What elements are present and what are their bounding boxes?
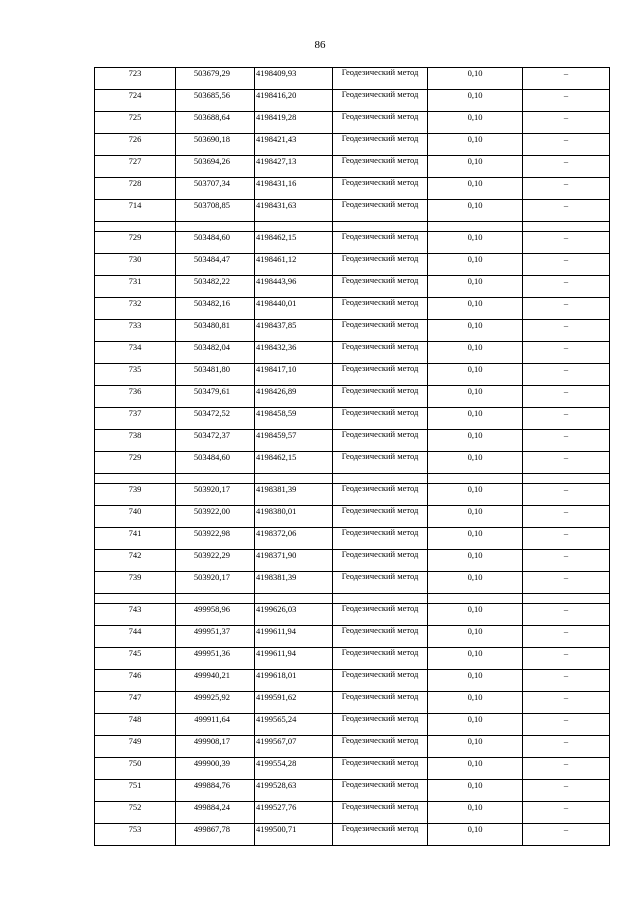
point-number-cell: 731 [95, 276, 176, 298]
y-coordinate-cell: 4199611,94 [255, 648, 333, 670]
y-coordinate-cell: 4199565,24 [255, 714, 333, 736]
x-coordinate-cell: 503484,60 [176, 232, 255, 254]
x-coordinate-cell: 499900,39 [176, 758, 255, 780]
point-number-cell: 733 [95, 320, 176, 342]
x-coordinate-cell: 503480,81 [176, 320, 255, 342]
table-row [95, 736, 610, 758]
point-number-cell: 752 [95, 802, 176, 824]
x-coordinate-cell: 503479,61 [176, 386, 255, 408]
x-coordinate-cell: 503922,98 [176, 528, 255, 550]
empty-cell [95, 474, 176, 484]
table-row [95, 452, 610, 474]
x-coordinate-cell: 503920,17 [176, 572, 255, 594]
point-number-cell: 724 [95, 90, 176, 112]
x-coordinate-cell: 503685,56 [176, 90, 255, 112]
method-cell: Геодезический метод [333, 824, 428, 846]
method-cell: Геодезический метод [333, 178, 428, 200]
y-coordinate-cell: 4198459,57 [255, 430, 333, 452]
empty-cell [523, 222, 610, 232]
accuracy-cell: 0,10 [428, 626, 523, 648]
accuracy-cell: 0,10 [428, 156, 523, 178]
method-cell: Геодезический метод [333, 736, 428, 758]
method-cell: Геодезический метод [333, 386, 428, 408]
table-row [95, 134, 610, 156]
method-cell: Геодезический метод [333, 506, 428, 528]
accuracy-cell: 0,10 [428, 824, 523, 846]
x-coordinate-cell: 503707,34 [176, 178, 255, 200]
point-number-cell: 738 [95, 430, 176, 452]
table-row [95, 254, 610, 276]
note-cell: – [523, 550, 610, 572]
x-coordinate-cell: 499911,64 [176, 714, 255, 736]
point-number-cell: 735 [95, 364, 176, 386]
point-number-cell: 729 [95, 232, 176, 254]
accuracy-cell: 0,10 [428, 452, 523, 474]
point-number-cell: 751 [95, 780, 176, 802]
y-coordinate-cell: 4198431,16 [255, 178, 333, 200]
note-cell: – [523, 112, 610, 134]
point-number-cell: 714 [95, 200, 176, 222]
method-cell: Геодезический метод [333, 452, 428, 474]
point-number-cell: 739 [95, 484, 176, 506]
y-coordinate-cell: 4198462,15 [255, 232, 333, 254]
point-number-cell: 749 [95, 736, 176, 758]
method-cell: Геодезический метод [333, 430, 428, 452]
point-number-cell: 750 [95, 758, 176, 780]
empty-cell [333, 594, 428, 604]
y-coordinate-cell: 4198437,85 [255, 320, 333, 342]
accuracy-cell: 0,10 [428, 550, 523, 572]
group-separator-row [95, 594, 610, 604]
y-coordinate-cell: 4199591,62 [255, 692, 333, 714]
note-cell: – [523, 692, 610, 714]
accuracy-cell: 0,10 [428, 232, 523, 254]
method-cell: Геодезический метод [333, 648, 428, 670]
accuracy-cell: 0,10 [428, 572, 523, 594]
method-cell: Геодезический метод [333, 200, 428, 222]
point-number-cell: 728 [95, 178, 176, 200]
y-coordinate-cell: 4198417,10 [255, 364, 333, 386]
table-row [95, 276, 610, 298]
note-cell: – [523, 824, 610, 846]
note-cell: – [523, 342, 610, 364]
coordinates-table [94, 67, 610, 846]
empty-cell [333, 474, 428, 484]
accuracy-cell: 0,10 [428, 298, 523, 320]
y-coordinate-cell: 4198409,93 [255, 68, 333, 90]
method-cell: Геодезический метод [333, 780, 428, 802]
empty-cell [523, 594, 610, 604]
empty-cell [428, 594, 523, 604]
method-cell: Геодезический метод [333, 408, 428, 430]
note-cell: – [523, 276, 610, 298]
y-coordinate-cell: 4198372,06 [255, 528, 333, 550]
y-coordinate-cell: 4199626,03 [255, 604, 333, 626]
table-row [95, 572, 610, 594]
method-cell: Геодезический метод [333, 528, 428, 550]
empty-cell [255, 222, 333, 232]
empty-cell [255, 474, 333, 484]
note-cell: – [523, 506, 610, 528]
table-row [95, 68, 610, 90]
accuracy-cell: 0,10 [428, 386, 523, 408]
note-cell: – [523, 780, 610, 802]
note-cell: – [523, 200, 610, 222]
accuracy-cell: 0,10 [428, 342, 523, 364]
x-coordinate-cell: 499867,78 [176, 824, 255, 846]
accuracy-cell: 0,10 [428, 134, 523, 156]
point-number-cell: 723 [95, 68, 176, 90]
table-row [95, 90, 610, 112]
x-coordinate-cell: 503694,26 [176, 156, 255, 178]
accuracy-cell: 0,10 [428, 112, 523, 134]
x-coordinate-cell: 503484,60 [176, 452, 255, 474]
point-number-cell: 746 [95, 670, 176, 692]
table-row [95, 178, 610, 200]
table-row [95, 408, 610, 430]
method-cell: Геодезический метод [333, 758, 428, 780]
x-coordinate-cell: 499951,37 [176, 626, 255, 648]
method-cell: Геодезический метод [333, 112, 428, 134]
note-cell: – [523, 528, 610, 550]
y-coordinate-cell: 4198426,89 [255, 386, 333, 408]
note-cell: – [523, 178, 610, 200]
point-number-cell: 729 [95, 452, 176, 474]
note-cell: – [523, 134, 610, 156]
method-cell: Геодезический метод [333, 802, 428, 824]
table-row [95, 112, 610, 134]
x-coordinate-cell: 503482,04 [176, 342, 255, 364]
note-cell: – [523, 572, 610, 594]
method-cell: Геодезический метод [333, 572, 428, 594]
accuracy-cell: 0,10 [428, 320, 523, 342]
x-coordinate-cell: 499940,21 [176, 670, 255, 692]
x-coordinate-cell: 503922,00 [176, 506, 255, 528]
group-separator-row [95, 222, 610, 232]
accuracy-cell: 0,10 [428, 648, 523, 670]
method-cell: Геодезический метод [333, 298, 428, 320]
y-coordinate-cell: 4199618,01 [255, 670, 333, 692]
x-coordinate-cell: 503679,29 [176, 68, 255, 90]
y-coordinate-cell: 4198427,13 [255, 156, 333, 178]
y-coordinate-cell: 4198421,43 [255, 134, 333, 156]
method-cell: Геодезический метод [333, 670, 428, 692]
y-coordinate-cell: 4198380,01 [255, 506, 333, 528]
note-cell: – [523, 386, 610, 408]
accuracy-cell: 0,10 [428, 604, 523, 626]
table-row [95, 802, 610, 824]
y-coordinate-cell: 4198416,20 [255, 90, 333, 112]
note-cell: – [523, 670, 610, 692]
y-coordinate-cell: 4198381,39 [255, 572, 333, 594]
note-cell: – [523, 364, 610, 386]
y-coordinate-cell: 4198462,15 [255, 452, 333, 474]
note-cell: – [523, 232, 610, 254]
accuracy-cell: 0,10 [428, 408, 523, 430]
coordinates-table-body [95, 68, 610, 846]
point-number-cell: 741 [95, 528, 176, 550]
point-number-cell: 745 [95, 648, 176, 670]
y-coordinate-cell: 4198461,12 [255, 254, 333, 276]
table-row [95, 714, 610, 736]
empty-cell [333, 222, 428, 232]
accuracy-cell: 0,10 [428, 780, 523, 802]
y-coordinate-cell: 4199527,76 [255, 802, 333, 824]
note-cell: – [523, 298, 610, 320]
table-row [95, 528, 610, 550]
table-row [95, 386, 610, 408]
method-cell: Геодезический метод [333, 714, 428, 736]
table-row [95, 320, 610, 342]
accuracy-cell: 0,10 [428, 692, 523, 714]
accuracy-cell: 0,10 [428, 802, 523, 824]
table-row [95, 692, 610, 714]
method-cell: Геодезический метод [333, 68, 428, 90]
empty-cell [176, 474, 255, 484]
x-coordinate-cell: 499958,96 [176, 604, 255, 626]
table-row [95, 156, 610, 178]
table-row [95, 430, 610, 452]
x-coordinate-cell: 503482,16 [176, 298, 255, 320]
x-coordinate-cell: 503472,52 [176, 408, 255, 430]
point-number-cell: 744 [95, 626, 176, 648]
point-number-cell: 725 [95, 112, 176, 134]
y-coordinate-cell: 4198381,39 [255, 484, 333, 506]
accuracy-cell: 0,10 [428, 178, 523, 200]
method-cell: Геодезический метод [333, 134, 428, 156]
point-number-cell: 736 [95, 386, 176, 408]
point-number-cell: 742 [95, 550, 176, 572]
method-cell: Геодезический метод [333, 342, 428, 364]
note-cell: – [523, 802, 610, 824]
y-coordinate-cell: 4198371,90 [255, 550, 333, 572]
y-coordinate-cell: 4199500,71 [255, 824, 333, 846]
x-coordinate-cell: 503922,29 [176, 550, 255, 572]
point-number-cell: 739 [95, 572, 176, 594]
y-coordinate-cell: 4198458,59 [255, 408, 333, 430]
note-cell: – [523, 604, 610, 626]
table-row [95, 626, 610, 648]
note-cell: – [523, 90, 610, 112]
note-cell: – [523, 626, 610, 648]
group-separator-row [95, 474, 610, 484]
x-coordinate-cell: 503920,17 [176, 484, 255, 506]
table-row [95, 604, 610, 626]
method-cell: Геодезический метод [333, 484, 428, 506]
point-number-cell: 743 [95, 604, 176, 626]
accuracy-cell: 0,10 [428, 528, 523, 550]
table-row [95, 484, 610, 506]
x-coordinate-cell: 503690,18 [176, 134, 255, 156]
point-number-cell: 727 [95, 156, 176, 178]
y-coordinate-cell: 4199554,28 [255, 758, 333, 780]
note-cell: – [523, 408, 610, 430]
empty-cell [523, 474, 610, 484]
table-row [95, 824, 610, 846]
note-cell: – [523, 714, 610, 736]
table-row [95, 648, 610, 670]
method-cell: Геодезический метод [333, 156, 428, 178]
method-cell: Геодезический метод [333, 276, 428, 298]
point-number-cell: 748 [95, 714, 176, 736]
note-cell: – [523, 484, 610, 506]
point-number-cell: 753 [95, 824, 176, 846]
y-coordinate-cell: 4199528,63 [255, 780, 333, 802]
y-coordinate-cell: 4198443,96 [255, 276, 333, 298]
note-cell: – [523, 736, 610, 758]
x-coordinate-cell: 503472,37 [176, 430, 255, 452]
accuracy-cell: 0,10 [428, 430, 523, 452]
x-coordinate-cell: 503708,85 [176, 200, 255, 222]
accuracy-cell: 0,10 [428, 200, 523, 222]
point-number-cell: 730 [95, 254, 176, 276]
x-coordinate-cell: 499925,92 [176, 692, 255, 714]
accuracy-cell: 0,10 [428, 90, 523, 112]
y-coordinate-cell: 4199567,07 [255, 736, 333, 758]
x-coordinate-cell: 499884,76 [176, 780, 255, 802]
table-row [95, 364, 610, 386]
table-row [95, 780, 610, 802]
accuracy-cell: 0,10 [428, 506, 523, 528]
point-number-cell: 726 [95, 134, 176, 156]
point-number-cell: 737 [95, 408, 176, 430]
method-cell: Геодезический метод [333, 550, 428, 572]
empty-cell [255, 594, 333, 604]
x-coordinate-cell: 499951,36 [176, 648, 255, 670]
x-coordinate-cell: 499908,17 [176, 736, 255, 758]
table-row [95, 670, 610, 692]
accuracy-cell: 0,10 [428, 736, 523, 758]
accuracy-cell: 0,10 [428, 68, 523, 90]
method-cell: Геодезический метод [333, 320, 428, 342]
page-number: 86 [314, 39, 326, 51]
y-coordinate-cell: 4198431,63 [255, 200, 333, 222]
table-row [95, 232, 610, 254]
accuracy-cell: 0,10 [428, 484, 523, 506]
x-coordinate-cell: 503482,22 [176, 276, 255, 298]
point-number-cell: 747 [95, 692, 176, 714]
x-coordinate-cell: 503688,64 [176, 112, 255, 134]
accuracy-cell: 0,10 [428, 714, 523, 736]
empty-cell [95, 222, 176, 232]
accuracy-cell: 0,10 [428, 254, 523, 276]
y-coordinate-cell: 4198419,28 [255, 112, 333, 134]
method-cell: Геодезический метод [333, 232, 428, 254]
method-cell: Геодезический метод [333, 90, 428, 112]
method-cell: Геодезический метод [333, 254, 428, 276]
empty-cell [428, 222, 523, 232]
method-cell: Геодезический метод [333, 364, 428, 386]
accuracy-cell: 0,10 [428, 758, 523, 780]
x-coordinate-cell: 503484,47 [176, 254, 255, 276]
method-cell: Геодезический метод [333, 692, 428, 714]
y-coordinate-cell: 4199611,94 [255, 626, 333, 648]
x-coordinate-cell: 499884,24 [176, 802, 255, 824]
table-row [95, 506, 610, 528]
note-cell: – [523, 758, 610, 780]
point-number-cell: 732 [95, 298, 176, 320]
accuracy-cell: 0,10 [428, 670, 523, 692]
method-cell: Геодезический метод [333, 604, 428, 626]
y-coordinate-cell: 4198440,01 [255, 298, 333, 320]
table-row [95, 342, 610, 364]
table-row [95, 298, 610, 320]
note-cell: – [523, 156, 610, 178]
point-number-cell: 740 [95, 506, 176, 528]
method-cell: Геодезический метод [333, 626, 428, 648]
note-cell: – [523, 430, 610, 452]
note-cell: – [523, 68, 610, 90]
x-coordinate-cell: 503481,80 [176, 364, 255, 386]
table-row [95, 200, 610, 222]
note-cell: – [523, 452, 610, 474]
y-coordinate-cell: 4198432,36 [255, 342, 333, 364]
note-cell: – [523, 320, 610, 342]
accuracy-cell: 0,10 [428, 364, 523, 386]
table-row [95, 758, 610, 780]
table-row [95, 550, 610, 572]
empty-cell [176, 594, 255, 604]
empty-cell [176, 222, 255, 232]
point-number-cell: 734 [95, 342, 176, 364]
empty-cell [428, 474, 523, 484]
note-cell: – [523, 648, 610, 670]
note-cell: – [523, 254, 610, 276]
accuracy-cell: 0,10 [428, 276, 523, 298]
empty-cell [95, 594, 176, 604]
